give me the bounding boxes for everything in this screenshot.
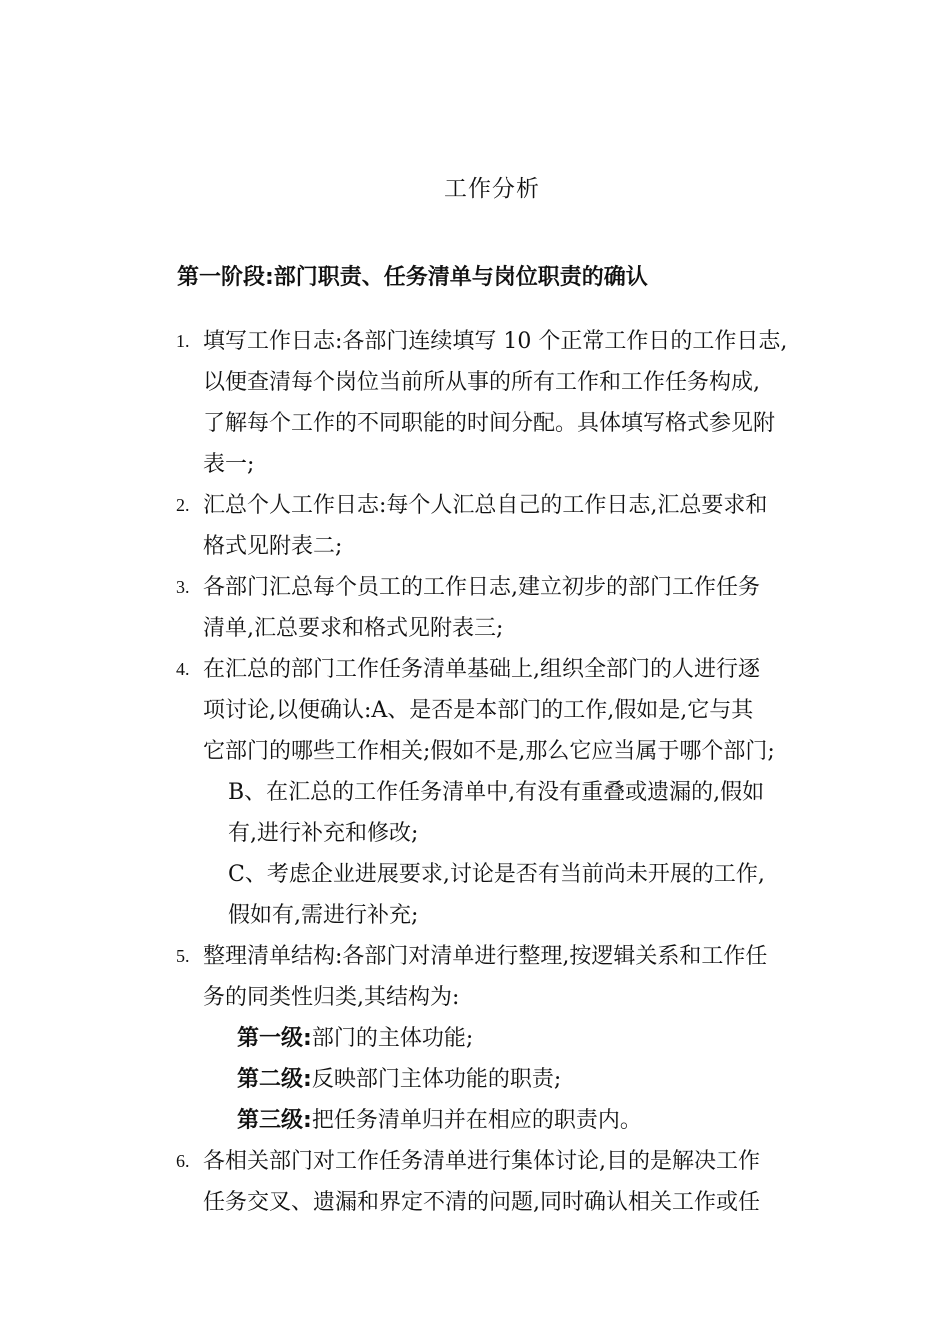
level-text: 反映部门主体功能的职责; — [311, 1067, 562, 1092]
sub-item-text: C、考虑企业进展要求,讨论是否有当前尚未开展的工作, — [228, 862, 765, 887]
sub-item-line — [0, 895, 950, 936]
sub-item-line — [0, 772, 950, 813]
list-item-line — [0, 485, 950, 526]
list-item-line — [0, 444, 950, 485]
list-item-line — [0, 403, 950, 444]
list-text: 表一; — [203, 452, 255, 477]
list-item-line — [0, 1141, 950, 1182]
level-text: 把任务清单归并在相应的职责内。 — [311, 1108, 642, 1133]
list-number: 6. — [176, 1151, 190, 1171]
list-item-line — [0, 690, 950, 731]
list-number: 1. — [176, 331, 190, 351]
list-text: 它部门的哪些工作相关;假如不是,那么它应当属于哪个部门; — [203, 739, 775, 764]
list-text: 整理清单结构:各部门对清单进行整理,按逻辑关系和工作任 — [203, 944, 768, 969]
level-line — [0, 1018, 950, 1059]
list-item-line — [0, 608, 950, 649]
list-item-line — [0, 567, 950, 608]
level-label: 第三级: — [237, 1108, 312, 1133]
list-text: 任务交叉、遗漏和界定不清的问题,同时确认相关工作或任 — [203, 1190, 760, 1215]
level-label: 第一级: — [237, 1026, 312, 1051]
document-body — [0, 321, 950, 1223]
list-item-line — [0, 649, 950, 690]
list-text: 项讨论,以便确认:A、是否是本部门的工作,假如是,它与其 — [203, 698, 754, 723]
sub-item-text: B、在汇总的工作任务清单中,有没有重叠或遗漏的,假如 — [228, 780, 765, 805]
list-item-line — [0, 362, 950, 403]
list-text: 各相关部门对工作任务清单进行集体讨论,目的是解决工作 — [203, 1149, 760, 1174]
list-number: 2. — [176, 495, 190, 515]
list-number: 5. — [176, 946, 190, 966]
list-text: 务的同类性归类,其结构为: — [203, 985, 460, 1010]
level-line — [0, 1059, 950, 1100]
list-number: 3. — [176, 577, 190, 597]
level-line — [0, 1100, 950, 1141]
list-item-line — [0, 321, 950, 362]
list-item-line — [0, 1182, 950, 1223]
document-title: 工作分析 — [444, 176, 540, 202]
sub-item-text: 假如有,需进行补充; — [228, 903, 419, 928]
level-text: 部门的主体功能; — [311, 1026, 474, 1051]
list-text: 填写工作日志:各部门连续填写 10 个正常工作日的工作日志, — [203, 329, 788, 354]
list-item-line — [0, 526, 950, 567]
level-item — [237, 1018, 473, 1059]
level-item — [237, 1100, 642, 1141]
list-text: 各部门汇总每个员工的工作日志,建立初步的部门工作任务 — [203, 575, 760, 600]
sub-item-line — [0, 854, 950, 895]
list-text: 以便查清每个岗位当前所从事的所有工作和工作任务构成, — [203, 370, 760, 395]
list-text: 清单,汇总要求和格式见附表三; — [203, 616, 504, 641]
list-number: 4. — [176, 659, 190, 679]
list-text: 汇总个人工作日志:每个人汇总自己的工作日志,汇总要求和 — [203, 493, 768, 518]
list-text: 了解每个工作的不同职能的时间分配。具体填写格式参见附 — [203, 411, 776, 436]
section-heading: 第一阶段:部门职责、任务清单与岗位职责的确认 — [177, 265, 648, 290]
list-item-line — [0, 731, 950, 772]
sub-item-text: 有,进行补充和修改; — [228, 821, 419, 846]
list-item-line — [0, 936, 950, 977]
list-text: 格式见附表二; — [203, 534, 343, 559]
list-text: 在汇总的部门工作任务清单基础上,组织全部门的人进行逐 — [203, 657, 760, 682]
sub-item-line — [0, 813, 950, 854]
level-item — [237, 1059, 561, 1100]
list-item-line — [0, 977, 950, 1018]
level-label: 第二级: — [237, 1067, 312, 1092]
